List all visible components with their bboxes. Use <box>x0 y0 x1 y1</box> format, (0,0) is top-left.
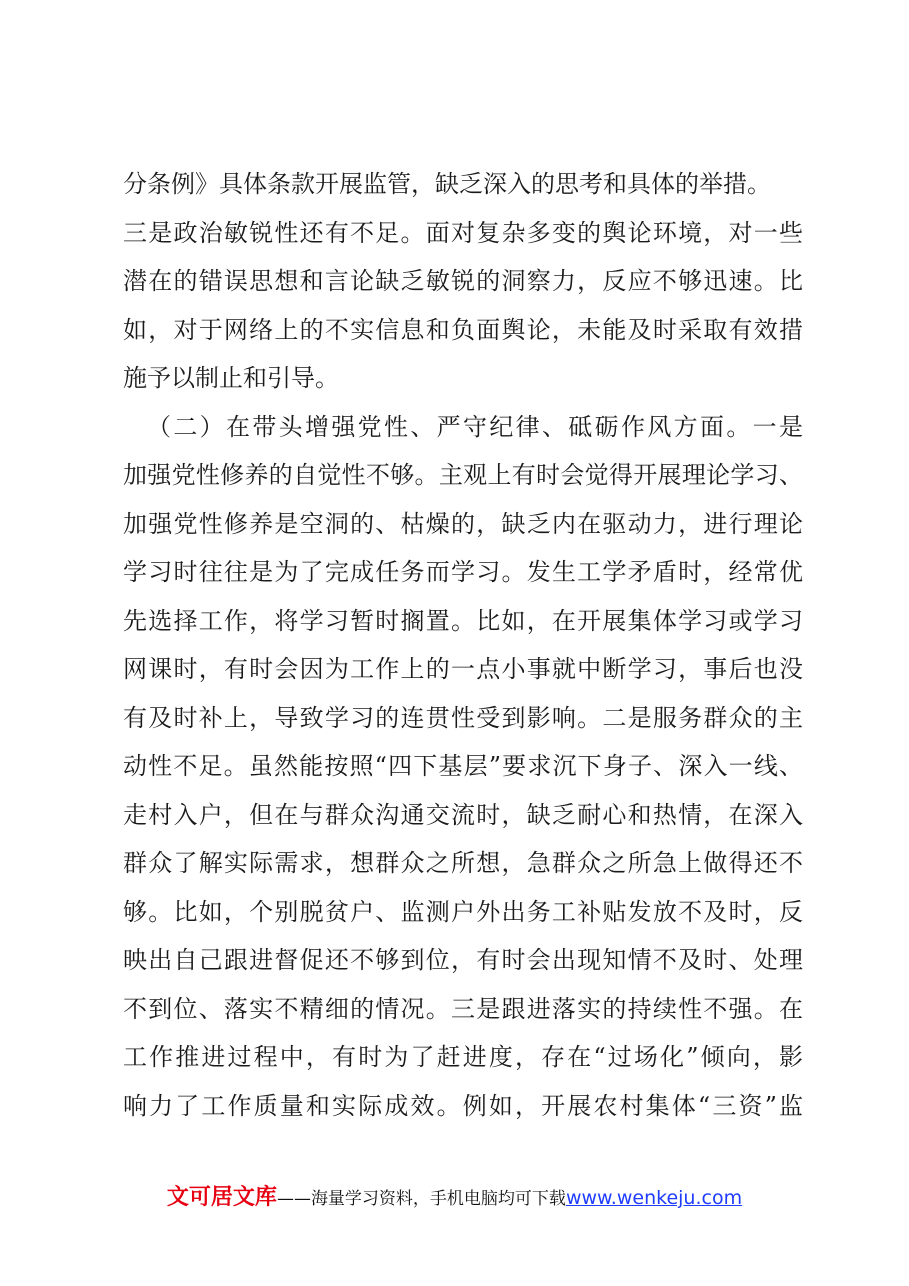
footer <box>0 1180 909 1211</box>
text-line: 学习时往往是为了完成任务而学习。发生工学矛盾时，经常优 <box>123 558 803 586</box>
text-line: 三是政治敏锐性还有不足。面对复杂多变的舆论环境，对一些 <box>123 218 803 247</box>
text-line: 有及时补上，导致学习的连贯性受到影响。二是服务群众的主 <box>123 703 803 732</box>
text-line: 工作推进过程中，有时为了赶进度，存在“过场化”倾向，影 <box>123 1043 803 1071</box>
text-line: 加强党性修养是空洞的、枯燥的，缺乏内在驱动力，进行理论 <box>123 509 803 538</box>
text-line: 群众了解实际需求，想群众之所想，急群众之所急上做得还不 <box>123 849 803 877</box>
document-body <box>123 160 803 1130</box>
text-line: 动性不足。虽然能按照“四下基层”要求沉下身子、深入一线、 <box>123 752 803 780</box>
text-line: 先选择工作，将学习暂时搁置。比如，在开展集体学习或学习 <box>123 606 803 635</box>
text-line: 网课时，有时会因为工作上的一点小事就中断学习，事后也没 <box>123 655 803 683</box>
text-line: 映出自己跟进督促还不够到位，有时会出现知情不及时、处理 <box>123 946 803 974</box>
text-line: 如，对于网络上的不实信息和负面舆论，未能及时采取有效措 <box>123 315 803 344</box>
footer-link[interactable]: www.wenkeju.com <box>565 1187 743 1209</box>
text-line: 走村入户，但在与群众沟通交流时，缺乏耐心和热情，在深入 <box>123 800 803 829</box>
text-line: （二）在带头增强党性、严守纪律、砥砺作风方面。一是 <box>147 412 803 441</box>
text-line: 不到位、落实不精细的情况。三是跟进落实的持续性不强。在 <box>123 994 803 1023</box>
text-line: 分条例》具体条款开展监管，缺乏深入的思考和具体的举措。 <box>123 170 771 198</box>
text-line: 潜在的错误思想和言论缺乏敏锐的洞察力，反应不够迅速。比 <box>123 267 803 295</box>
footer-brand: 文可居文库 <box>166 1185 277 1210</box>
text-line: 施予以制止和引导。 <box>123 364 339 392</box>
text-line: 加强党性修养的自觉性不够。主观上有时会觉得开展理论学习、 <box>123 461 803 489</box>
text-line: 够。比如，个别脱贫户、监测户外出务工补贴发放不及时，反 <box>123 897 803 926</box>
footer-tagline: ——海量学习资料，手机电脑均可下载 <box>276 1189 566 1209</box>
text-line: 响力了工作质量和实际成效。例如，开展农村集体“三资”监 <box>123 1091 803 1120</box>
